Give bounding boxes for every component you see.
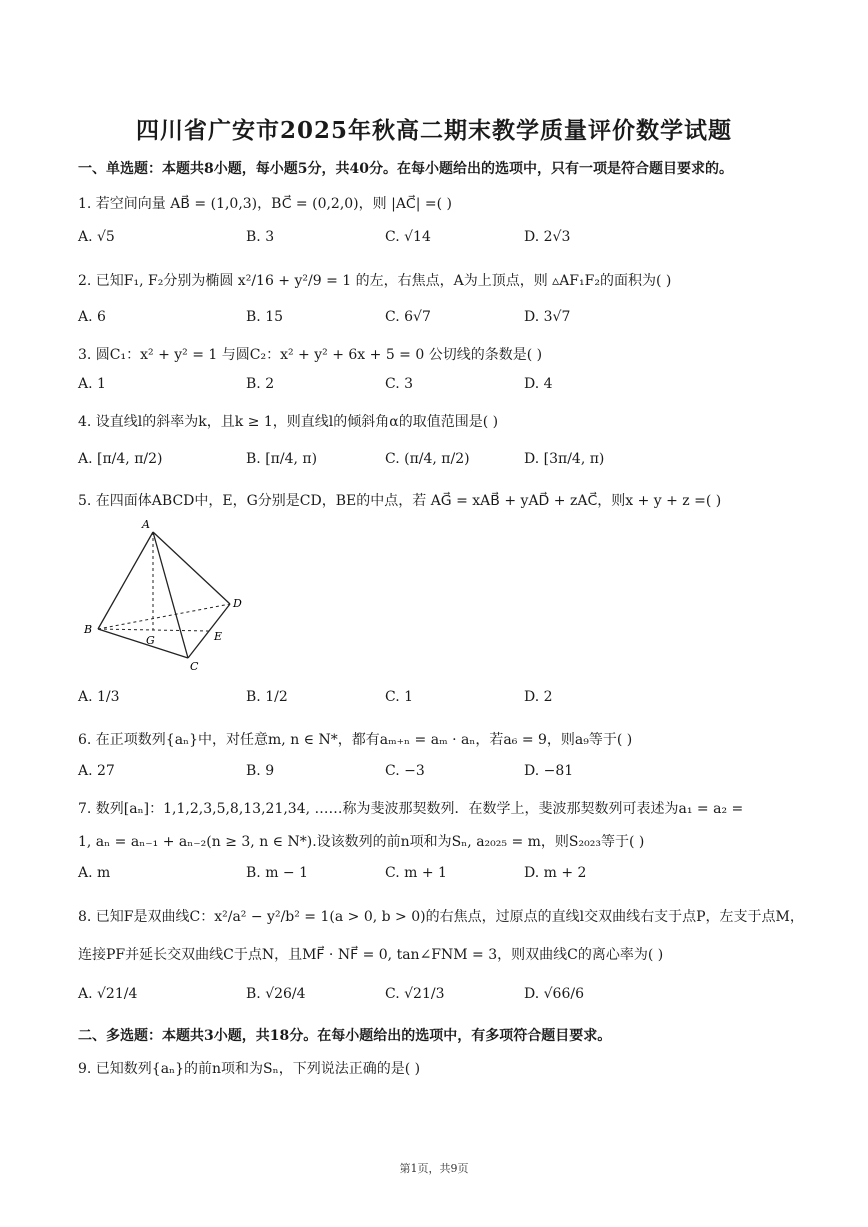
question-5-option-b[interactable]: B. 1/2 <box>246 689 288 705</box>
question-4-option-a[interactable]: A. [π/4, π/2) <box>78 451 163 467</box>
question-7-options <box>78 865 838 889</box>
section-heading-multiple-choice: 二、多选题：本题共3小题，共18分。在每小题给出的选项中，有多项符合题目要求。 <box>78 1028 612 1044</box>
question-5-options <box>78 689 838 713</box>
question-6-option-b[interactable]: B. 9 <box>246 763 275 779</box>
edge-ac <box>153 532 188 658</box>
section-heading-single-choice: 一、单选题：本题共8小题，每小题5分，共40分。在每小题给出的选项中，只有一项是符合题目要求的。 <box>78 161 733 177</box>
edge-ab <box>98 532 153 629</box>
question-2-options <box>78 309 838 333</box>
point-label-e: E <box>214 630 223 643</box>
question-8-option-a[interactable]: A. √21/4 <box>78 986 138 1002</box>
question-3-option-c[interactable]: C. 3 <box>385 376 414 392</box>
question-3-option-d[interactable]: D. 4 <box>524 376 553 392</box>
question-2-option-b[interactable]: B. 15 <box>246 309 284 325</box>
question-8-options <box>78 986 838 1010</box>
tetrahedron-figure <box>80 512 260 672</box>
question-6-option-d[interactable]: D. −81 <box>524 763 574 779</box>
question-8-option-c[interactable]: C. √21/3 <box>385 986 445 1002</box>
question-3-options <box>78 376 838 400</box>
question-9-stem: 9. 已知数列{aₙ}的前n项和为Sₙ，下列说法正确的是( ) <box>78 1061 421 1077</box>
question-3-stem: 3. 圆C₁：x² + y² = 1 与圆C₂：x² + y² + 6x + 5 = 0 公切线的条数是( ) <box>78 347 543 363</box>
page-footer: 第1页，共9页 <box>399 1162 469 1175</box>
page-title: 四川省广安市2025年秋高二期末教学质量评价数学试题 <box>135 117 732 144</box>
question-7-stem-line-2: 1, aₙ = aₙ₋₁ + aₙ₋₂(n ≥ 3, n ∈ N*).设该数列的前n项和为Sₙ, a₂₀₂₅ = m，则S₂₀₂₃等于( ) <box>78 834 645 850</box>
vertex-label-c: C <box>190 660 199 672</box>
vertex-label-d: D <box>233 597 242 610</box>
question-6-option-a[interactable]: A. 27 <box>78 763 115 779</box>
question-4-options <box>78 451 838 475</box>
tetrahedron-diagram <box>80 512 260 672</box>
question-1-options <box>78 229 838 253</box>
question-3-option-b[interactable]: B. 2 <box>246 376 275 392</box>
question-8-option-d[interactable]: D. √66/6 <box>524 986 584 1002</box>
question-3-option-a[interactable]: A. 1 <box>78 376 106 392</box>
question-7-stem-line-1: 7. 数列[aₙ]：1,1,2,3,5,8,13,21,34, ……称为斐波那契数列．在数学上，斐波那契数列可表述为a₁ = a₂ = <box>78 801 744 817</box>
question-4-stem: 4. 设直线l的斜率为k，且k ≥ 1，则直线l的倾斜角α的取值范围是( ) <box>78 414 499 430</box>
question-7-option-a[interactable]: A. m <box>78 865 111 881</box>
question-2-option-a[interactable]: A. 6 <box>78 309 106 325</box>
question-4-option-c[interactable]: C. (π/4, π/2) <box>385 451 470 467</box>
question-7-option-b[interactable]: B. m − 1 <box>246 865 309 881</box>
question-1-stem: 1. 若空间向量 AB⃗ = (1,0,3)，BC⃗ = (0,2,0)，则 |AC⃗| =( ) <box>78 196 452 212</box>
edge-bc <box>98 629 188 658</box>
question-6-options <box>78 763 838 787</box>
question-5-option-d[interactable]: D. 2 <box>524 689 553 705</box>
edge-bd-dashed <box>98 604 230 629</box>
question-4-option-b[interactable]: B. [π/4, π) <box>246 451 318 467</box>
question-6-stem: 6. 在正项数列{aₙ}中，对任意m, n ∈ N*，都有aₘ₊ₙ = aₘ · aₙ，若a₆ = 9，则a₉等于( ) <box>78 732 633 748</box>
question-6-option-c[interactable]: C. −3 <box>385 763 425 779</box>
question-5-option-a[interactable]: A. 1/3 <box>78 689 120 705</box>
question-2-option-c[interactable]: C. 6√7 <box>385 309 431 325</box>
question-1-option-c[interactable]: C. √14 <box>385 229 431 245</box>
question-1-option-d[interactable]: D. 2√3 <box>524 229 571 245</box>
vertex-label-a: A <box>142 518 150 531</box>
question-1-option-a[interactable]: A. √5 <box>78 229 115 245</box>
question-8-stem-line-2: 连接PF并延长交双曲线C于点N，且MF⃗ · NF⃗ = 0, tan∠FNM = 3，则双曲线C的离心率为( ) <box>78 947 664 963</box>
question-2-stem: 2. 已知F₁, F₂分别为椭圆 x²/16 + y²/9 = 1 的左，右焦点，A为上顶点，则 ▵AF₁F₂的面积为( ) <box>78 273 672 289</box>
point-label-g: G <box>146 634 155 647</box>
question-1-option-b[interactable]: B. 3 <box>246 229 275 245</box>
question-7-option-c[interactable]: C. m + 1 <box>385 865 447 881</box>
question-5-option-c[interactable]: C. 1 <box>385 689 414 705</box>
question-4-option-d[interactable]: D. [3π/4, π) <box>524 451 605 467</box>
question-8-option-b[interactable]: B. √26/4 <box>246 986 306 1002</box>
question-5-stem: 5. 在四面体ABCD中，E，G分别是CD，BE的中点，若 AG⃗ = xAB⃗ + yAD⃗ + zAC⃗，则x + y + z =( ) <box>78 493 722 509</box>
vertex-label-b: B <box>84 623 93 636</box>
question-2-option-d[interactable]: D. 3√7 <box>524 309 571 325</box>
question-7-option-d[interactable]: D. m + 2 <box>524 865 587 881</box>
question-8-stem-line-1: 8. 已知F是双曲线C：x²/a² − y²/b² = 1(a > 0, b > 0)的右焦点，过原点的直线l交双曲线右支于点P，左支于点M， <box>78 909 804 925</box>
edge-ad <box>153 532 230 604</box>
